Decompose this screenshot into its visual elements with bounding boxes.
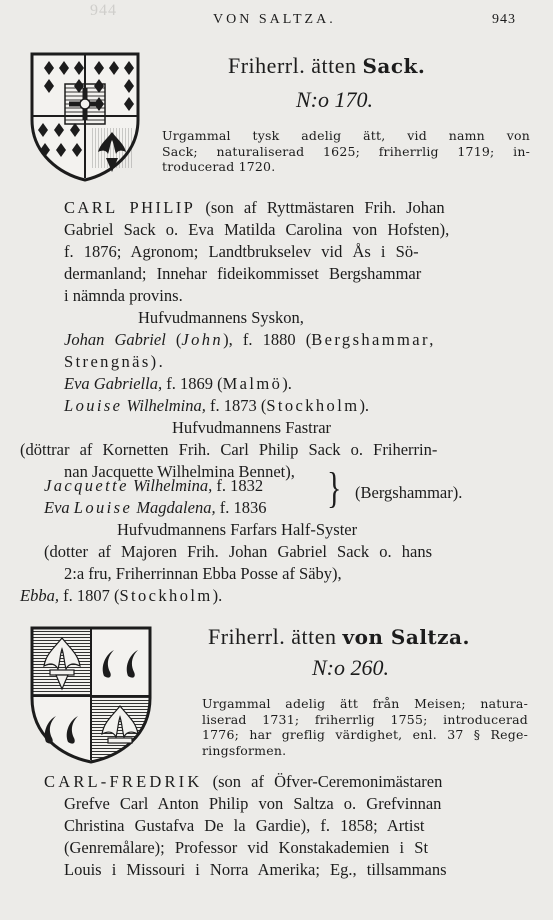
text-line — [64, 329, 436, 351]
text-segment: (son af Ryttmästaren Frih. Johan — [195, 198, 445, 217]
text-line — [64, 563, 342, 585]
text-segment: Louise — [64, 396, 123, 415]
text-line — [64, 793, 441, 815]
text-segment: (döttrar af Kornetten Frih. Carl Philip Sack o. Friherrin- — [20, 440, 438, 459]
text-segment: Bergshammar, — [311, 330, 436, 349]
text-line — [44, 541, 432, 563]
text-segment: Stockholm — [266, 396, 360, 415]
text-segment: (son af Öfver-Ceremonimästaren — [202, 772, 443, 791]
text-segment: Jacquette — [44, 476, 129, 495]
text-line — [44, 771, 442, 793]
text-segment: Hufvudmannens Syskon, — [138, 308, 304, 327]
text-segment: f. 1869 ( — [162, 374, 223, 393]
text-line — [20, 585, 222, 607]
text-segment: Eva Gabriella, — [64, 374, 163, 393]
intro-line: liserad 1731; friherrlig 1755; introducerad — [202, 711, 528, 727]
page-number: 943 — [492, 12, 516, 27]
text-segment: ). — [282, 374, 292, 393]
entry-number-sack: N:o 170. — [296, 87, 373, 112]
entry-title-von-saltza — [208, 624, 470, 650]
text-line — [172, 417, 331, 439]
text-segment: (Genremålare); Professor vid Konstakademien i St — [64, 838, 429, 857]
bleed-through-page-number: 944 — [90, 2, 117, 19]
text-segment: 2:a fru, Friherrinnan Ebba Posse af Säby), — [64, 564, 342, 583]
text-segment: Christina Gustafva De la Gardie), f. 1858; Artist — [64, 816, 425, 835]
text-segment: Wilhelmina, — [126, 396, 206, 415]
text-segment: dermanland; Innehar fideikommisset Bergshammar — [64, 264, 422, 283]
entry-title-prefix: Friherrl. ätten — [228, 53, 357, 78]
text-segment: Magdalena, — [136, 498, 216, 517]
text-segment: Eva — [44, 498, 70, 517]
text-segment: Louise — [73, 498, 133, 517]
text-line — [64, 837, 428, 859]
text-segment: f. 1873 ( — [205, 396, 267, 415]
text-line — [117, 519, 357, 541]
text-line — [44, 475, 263, 497]
intro-line: ringsformen. — [202, 742, 287, 758]
text-segment: f. 1832 — [212, 476, 264, 495]
text-line — [64, 815, 424, 837]
entry-title-prefix: Friherrl. ätten — [208, 624, 337, 649]
text-segment: ( — [165, 330, 182, 349]
text-segment: (dotter af Majoren Frih. Johan Gabriel Sack o. hans — [44, 542, 432, 561]
text-segment: CARL PHILIP — [64, 198, 196, 217]
entry-number-von-saltza: N:o 260. — [312, 655, 389, 680]
brace-symbol: } — [327, 464, 342, 513]
text-line — [64, 219, 449, 241]
text-segment: Johan Gabriel — [64, 330, 166, 349]
text-segment: Malmö — [222, 374, 283, 393]
text-line — [64, 263, 421, 285]
intro-line: 1776; har greflig värdighet, enl. 37 § Rege- — [202, 727, 528, 742]
brace-label: (Bergshammar). — [355, 483, 463, 502]
entry-family-name: von Saltza. — [342, 625, 470, 649]
text-segment: Gabriel Sack o. Eva Matilda Carolina von Hofsten), — [64, 220, 450, 239]
coat-of-arms-sack — [28, 50, 142, 182]
intro-line: Urgammal adelig ätt från Meisen; natura- — [202, 696, 528, 711]
text-segment: Wilhelmina, — [132, 476, 213, 495]
text-segment: Louis i Missouri i Norra Amerika; Eg., tillsammans — [64, 860, 447, 879]
text-line — [20, 439, 437, 461]
coat-of-arms-von-saltza — [28, 624, 154, 764]
text-line — [138, 307, 304, 329]
text-segment: ), f. 1880 ( — [223, 330, 312, 349]
text-segment: CARL-FREDRIK — [44, 772, 203, 791]
entry-intro-von-saltza — [202, 696, 528, 758]
entry-title-sack — [228, 53, 425, 79]
entry-family-name: Sack. — [362, 54, 426, 78]
text-segment: ). — [212, 586, 223, 605]
text-segment: Strengnäs). — [64, 352, 166, 371]
text-line — [64, 859, 447, 881]
intro-line: Urgammal tysk adelig ätt, vid namn von — [162, 128, 530, 143]
text-segment: ). — [359, 396, 370, 415]
intro-line: troducerad 1720. — [162, 159, 276, 174]
text-segment: Ebba, — [20, 586, 59, 605]
text-line — [64, 197, 445, 219]
text-line — [64, 373, 292, 395]
text-segment: f. 1807 ( — [58, 586, 120, 605]
text-line — [64, 395, 369, 417]
text-line — [64, 351, 165, 373]
text-segment: f. 1876; Agronom; Landtbrukselev vid Ås i Sö- — [64, 242, 419, 261]
text-segment: f. 1836 — [215, 498, 267, 517]
text-segment: nan Jacquette Wilhelmina Bennet), — [64, 462, 295, 481]
text-line — [44, 497, 266, 519]
running-head-title: VON SALTZA. — [213, 12, 336, 27]
entry-intro-sack — [162, 128, 530, 175]
text-segment: John — [181, 330, 224, 349]
text-segment: Hufvudmannens Farfars Half-Syster — [117, 520, 358, 539]
text-segment: i nämnda provins. — [64, 286, 183, 305]
text-segment: Hufvudmannens Fastrar — [172, 418, 332, 437]
intro-line: Sack; naturaliserad 1625; friherrlig 1719; in- — [162, 143, 530, 159]
text-line — [64, 285, 183, 307]
text-line — [64, 241, 419, 263]
text-segment: Grefve Carl Anton Philip von Saltza o. Grefvinnan — [64, 794, 442, 813]
text-segment: Stockholm — [119, 586, 213, 605]
